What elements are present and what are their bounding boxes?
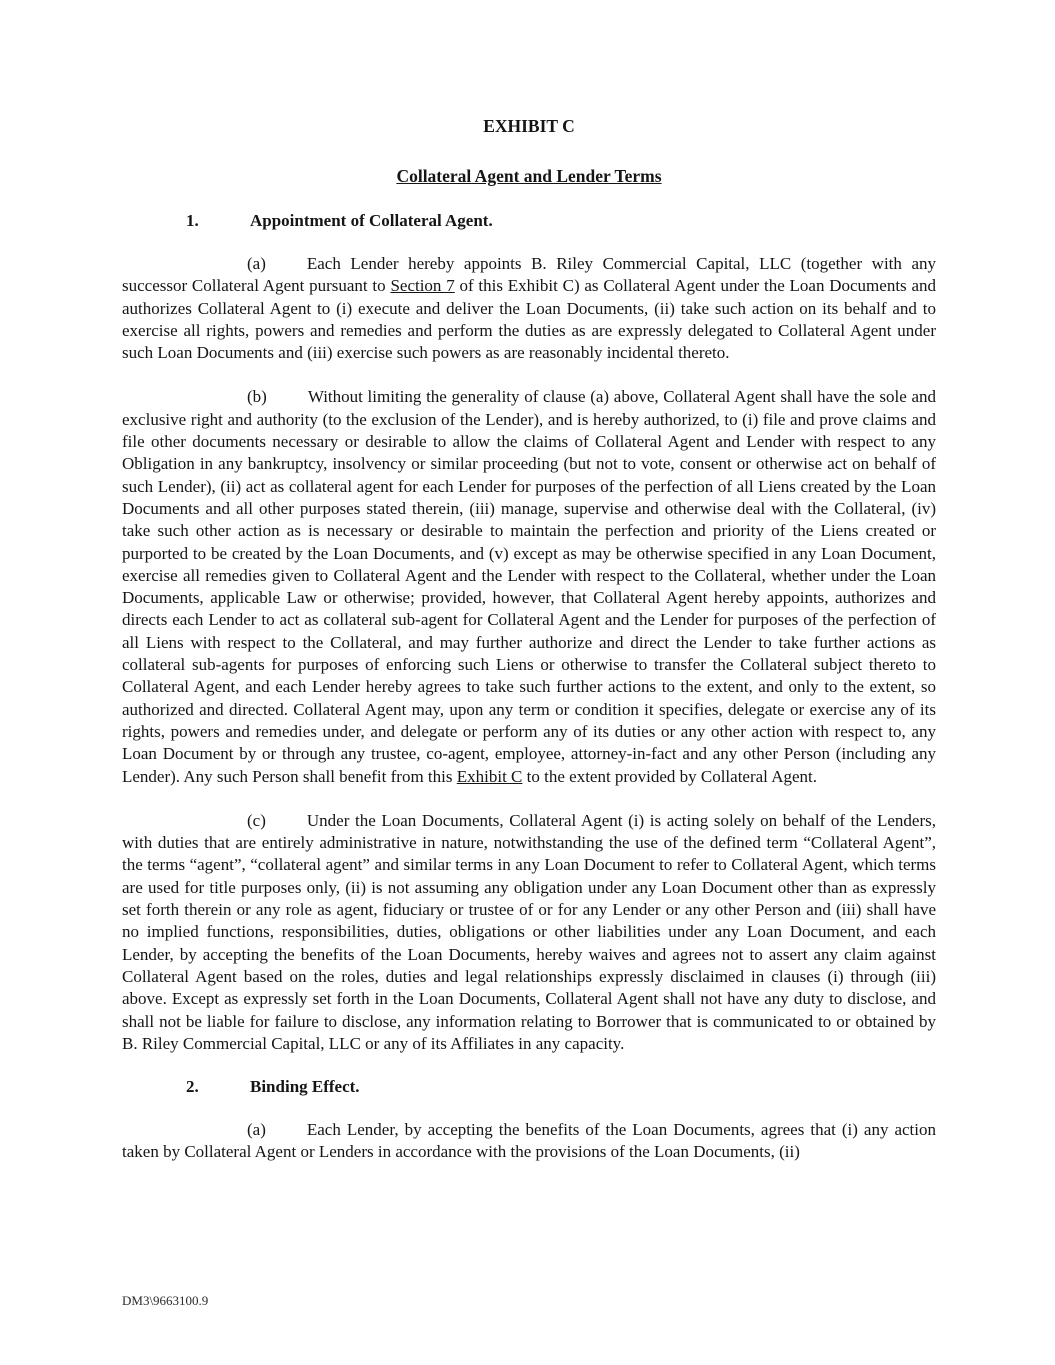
paragraph	[122, 253, 936, 364]
document-content	[122, 116, 936, 1186]
section-heading	[122, 211, 936, 231]
paragraph-label: (c)	[247, 810, 266, 830]
section-heading	[122, 1077, 936, 1097]
text-run: Under the Loan Documents, Collateral Agent (i) is acting solely on behalf of the Lenders, with duties that are entirely administrative in nature, notwithstanding the use of the defined term “Collateral Agent”, the terms “agent”, “collateral agent” and similar terms in any Loan Document to refer to Collateral Agent, which terms are used for title purposes only, (ii) is not assuming any obligation under any Loan Document other than as expressly set forth therein or any role as agent, fiduciary or trustee of or for any Lender or any other Person and (iii) shall have no implied functions, responsibilities, duties, obligations or other liabilities under any Loan Document, and each Lender, by accepting the benefits of the Loan Documents, hereby waives and agrees not to assert any claim against Collateral Agent based on the roles, duties and legal relationships expressly disclaimed in clauses (i) through (iii) above. Except as expressly set forth in the Loan Documents, Collateral Agent shall not have any duty to disclose, and shall not be liable for failure to disclose, any information relating to Borrower that is communicated to or obtained by B. Riley Commercial Capital, LLC or any of its Affiliates in any capacity.	[122, 810, 936, 1053]
text-run: Each Lender hereby appoints B. Riley Commercial Capital, LLC (together with any successor Collateral Agent pursuant to	[122, 254, 936, 296]
text-run: to the extent provided by Collateral Agent.	[522, 766, 818, 786]
underlined-term: Section 7	[390, 276, 455, 296]
text-run: Each Lender, by accepting the benefits of the Loan Documents, agrees that (i) any action taken by Collateral Agent or Lenders in accordance with the provisions of the Loan Documents, (ii)	[122, 1120, 936, 1162]
paragraph-label: (a)	[247, 254, 266, 273]
section-number: 2.	[186, 1077, 199, 1097]
document-body	[122, 211, 936, 1164]
document-title: EXHIBIT C	[483, 116, 575, 136]
section-title: Binding Effect.	[250, 1077, 360, 1097]
document-id-footer: DM3\9663100.9	[122, 1293, 209, 1308]
paragraph-label: (a)	[247, 1120, 266, 1140]
paragraph	[122, 810, 936, 1055]
underlined-term: Exhibit C	[456, 766, 523, 786]
section-title: Appointment of Collateral Agent.	[250, 211, 493, 230]
text-run: Without limiting the generality of clause (a) above, Collateral Agent shall have the sole and exclusive right and authority (to the exclusion of the Lender), and is hereby authorized, to (i) file and prove claims and file other documents necessary or desirable to allow the claims of Collateral Agent and Lender with respect to any Obligation in any bankruptcy, insolvency or similar proceeding (but not to vote, consent or otherwise act on behalf of such Lender), (ii) act as collateral agent for each Lender for purposes of the perfection of all Liens created by the Loan Documents and all other purposes stated therein, (iii) manage, supervise and otherwise deal with the Collateral, (iv) take such other action as is necessary or desirable to maintain the perfection and priority of the Liens created or purported to be created by the Loan Documents, and (v) except as may be otherwise specified in any Loan Document, exercise all remedies given to Collateral Agent and the Lender with respect to the Collateral, whether under the Loan Documents, applicable Law or otherwise; provided, however, that Collateral Agent hereby appoints, authorizes and directs each Lender to act as collateral sub-agent for Collateral Agent and the Lender for purposes of the perfection of all Liens with respect to the Collateral, and may further authorize and direct the Lender to take further actions as collateral sub-agents for purposes of enforcing such Liens or otherwise to transfer the Collateral subject thereto to Collateral Agent, and each Lender hereby agrees to take such further actions to the extent, and only to the extent, so authorized and directed. Collateral Agent may, upon any term or condition it specifies, delegate or exercise any of its rights, powers and remedies under, and delegate or perform any of its duties or any other action with respect to, any Loan Document by or through any trustee, co-agent, employee, attorney-in-fact and any other Person (including any Lender). Any such Person shall benefit from this	[122, 387, 936, 786]
section-number: 1.	[186, 211, 199, 230]
paragraph	[122, 1119, 936, 1164]
document-subtitle: Collateral Agent and Lender Terms	[396, 166, 662, 186]
paragraph-label: (b)	[247, 387, 267, 407]
paragraph	[122, 386, 936, 787]
text-run: of this Exhibit C) as Collateral Agent under the Loan Documents and authorizes Collateral Agent to (i) execute and deliver the Loan Documents, (ii) take such action on its behalf and to exercise all rights, powers and remedies and perform the duties as are expressly delegated to Collateral Agent under such Loan Documents and (iii) exercise such powers as are reasonably incidental thereto.	[122, 276, 936, 363]
